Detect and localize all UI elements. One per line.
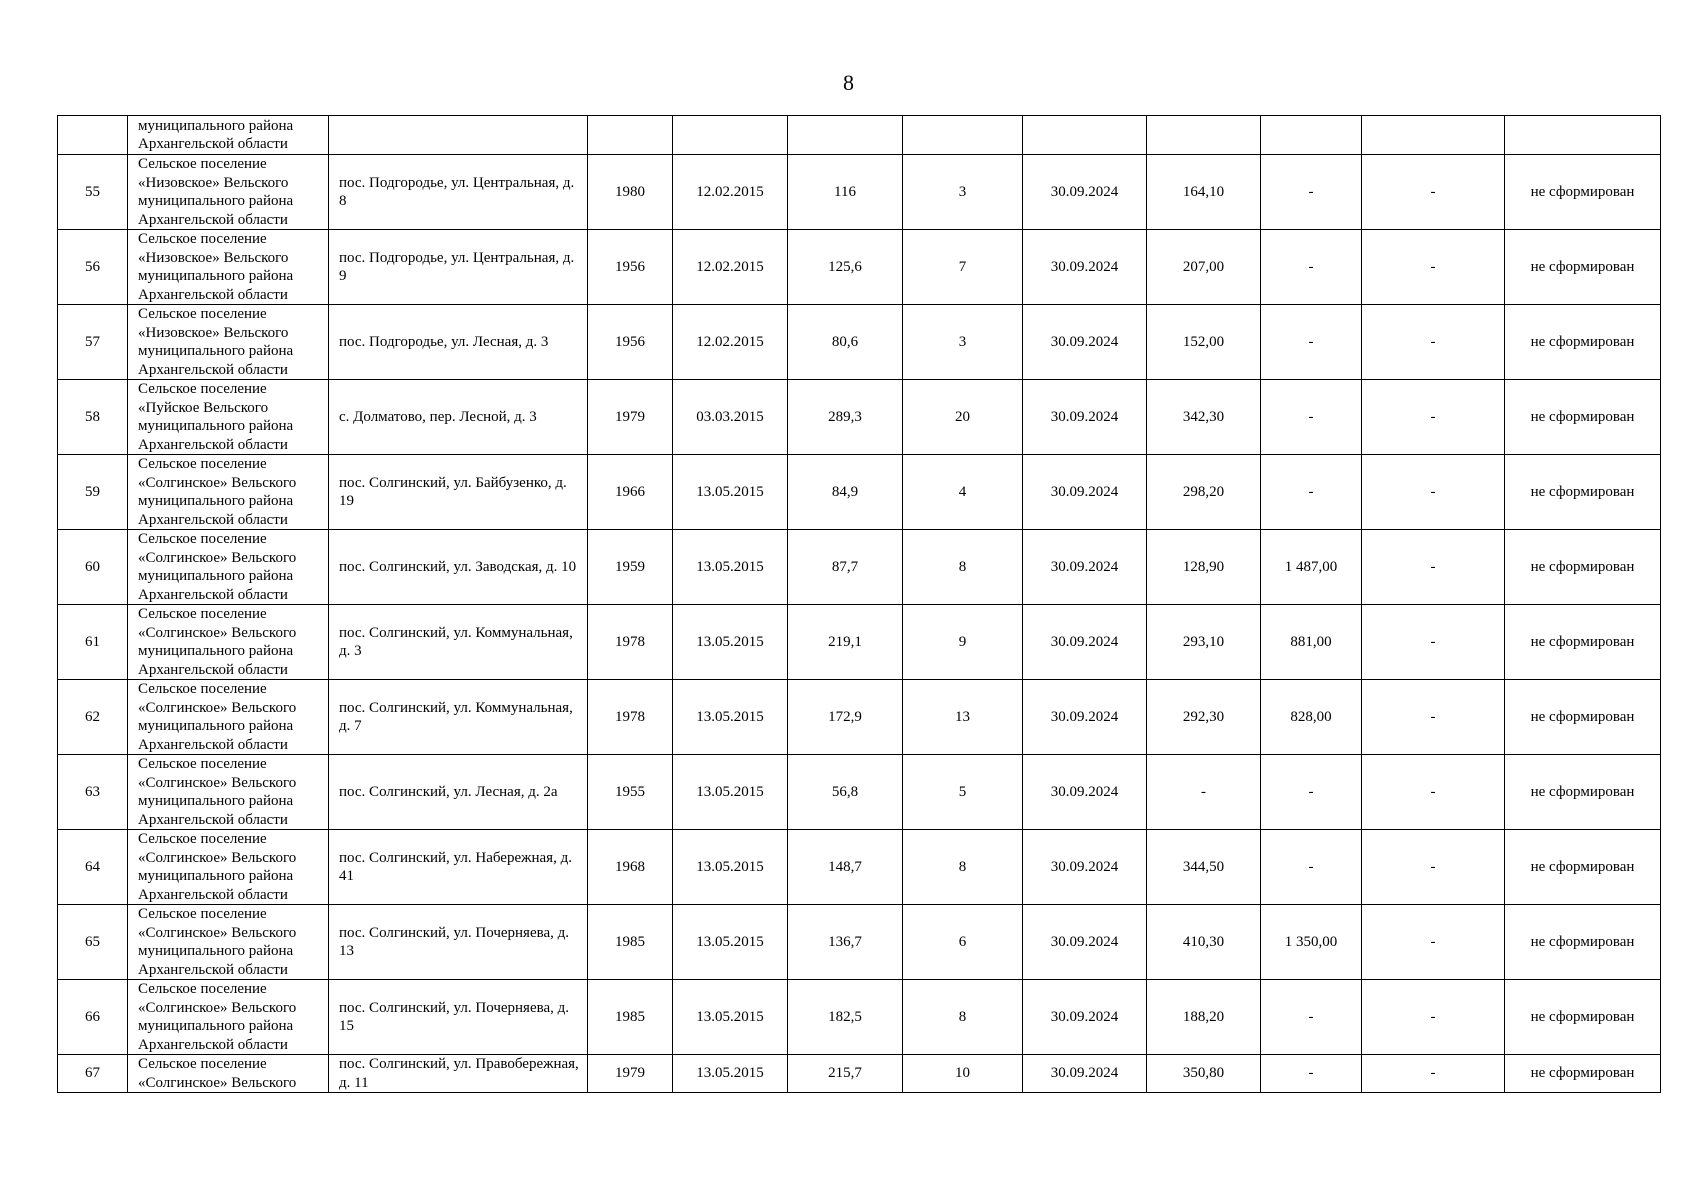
cell-number: 64 [58, 830, 128, 905]
cell-amount-1: 188,20 [1147, 980, 1261, 1055]
cell-residents: 8 [903, 530, 1023, 605]
cell-year: 1968 [588, 830, 673, 905]
cell-amount-1: 152,00 [1147, 305, 1261, 380]
page-number: 8 [843, 70, 854, 95]
cell-number: 61 [58, 605, 128, 680]
cell-deadline: 30.09.2024 [1023, 305, 1147, 380]
cell-amount-3: - [1362, 305, 1505, 380]
cell-residents: 10 [903, 1055, 1023, 1093]
cell-area: 148,7 [788, 830, 903, 905]
cell-settlement: Сельское поселение «Солгинское» Вельского муниципального района Архангельской области [128, 830, 329, 905]
cell-amount-2: 1 487,00 [1261, 530, 1362, 605]
cell-amount-3: - [1362, 530, 1505, 605]
cell-status: не сформирован [1505, 305, 1661, 380]
cell-number: 62 [58, 680, 128, 755]
cell-area: 84,9 [788, 455, 903, 530]
cell-amount-1: 298,20 [1147, 455, 1261, 530]
cell-amount-1: 350,80 [1147, 1055, 1261, 1093]
cell-number: 66 [58, 980, 128, 1055]
cell-residents: 13 [903, 680, 1023, 755]
cell-deadline: 30.09.2024 [1023, 980, 1147, 1055]
cell-amount-2: 828,00 [1261, 680, 1362, 755]
cell-year: 1978 [588, 605, 673, 680]
cell-amount-2: - [1261, 1055, 1362, 1093]
cell-number: 60 [58, 530, 128, 605]
cell-amount-3: - [1362, 455, 1505, 530]
cell-date: 12.02.2015 [673, 155, 788, 230]
cell-area: 80,6 [788, 305, 903, 380]
table-row [58, 605, 1661, 680]
cell-amount-3 [1362, 116, 1505, 155]
cell-settlement: Сельское поселение «Солгинское» Вельского муниципального района Архангельской области [128, 530, 329, 605]
table-row [58, 305, 1661, 380]
cell-amount-1: 128,90 [1147, 530, 1261, 605]
cell-settlement: Сельское поселение «Солгинское» Вельского муниципального района Архангельской области [128, 905, 329, 980]
cell-amount-1 [1147, 116, 1261, 155]
cell-amount-1: 164,10 [1147, 155, 1261, 230]
cell-residents: 8 [903, 830, 1023, 905]
cell-residents: 6 [903, 905, 1023, 980]
cell-year: 1985 [588, 980, 673, 1055]
cell-number [58, 116, 128, 155]
cell-deadline: 30.09.2024 [1023, 530, 1147, 605]
cell-settlement: Сельское поселение «Солгинское» Вельского муниципального района Архангельской области [128, 455, 329, 530]
cell-amount-1: 207,00 [1147, 230, 1261, 305]
cell-date: 13.05.2015 [673, 605, 788, 680]
cell-year: 1966 [588, 455, 673, 530]
cell-residents: 7 [903, 230, 1023, 305]
cell-deadline: 30.09.2024 [1023, 680, 1147, 755]
cell-deadline: 30.09.2024 [1023, 380, 1147, 455]
cell-status: не сформирован [1505, 1055, 1661, 1093]
cell-amount-2: - [1261, 980, 1362, 1055]
cell-settlement: Сельское поселение «Солгинское» Вельского [128, 1055, 329, 1093]
cell-amount-3: - [1362, 980, 1505, 1055]
cell-number: 63 [58, 755, 128, 830]
cell-amount-1: - [1147, 755, 1261, 830]
cell-amount-2: - [1261, 755, 1362, 830]
cell-number: 57 [58, 305, 128, 380]
cell-deadline: 30.09.2024 [1023, 155, 1147, 230]
cell-year: 1979 [588, 380, 673, 455]
cell-year: 1985 [588, 905, 673, 980]
cell-status [1505, 116, 1661, 155]
cell-residents: 4 [903, 455, 1023, 530]
cell-area: 116 [788, 155, 903, 230]
cell-amount-2: - [1261, 455, 1362, 530]
cell-deadline: 30.09.2024 [1023, 1055, 1147, 1093]
cell-date [673, 116, 788, 155]
cell-amount-1: 293,10 [1147, 605, 1261, 680]
cell-area: 56,8 [788, 755, 903, 830]
cell-amount-3: - [1362, 605, 1505, 680]
cell-year: 1979 [588, 1055, 673, 1093]
cell-year: 1955 [588, 755, 673, 830]
cell-residents: 20 [903, 380, 1023, 455]
cell-amount-2: 1 350,00 [1261, 905, 1362, 980]
cell-residents: 9 [903, 605, 1023, 680]
cell-address: пос. Солгинский, ул. Почерняева, д. 15 [329, 980, 588, 1055]
cell-settlement: Сельское поселение «Низовское» Вельского муниципального района Архангельской области [128, 230, 329, 305]
cell-area: 215,7 [788, 1055, 903, 1093]
cell-deadline: 30.09.2024 [1023, 755, 1147, 830]
table-row [58, 530, 1661, 605]
cell-date: 12.02.2015 [673, 305, 788, 380]
cell-address: пос. Подгородье, ул. Лесная, д. 3 [329, 305, 588, 380]
cell-area: 289,3 [788, 380, 903, 455]
table-row-continuation [58, 116, 1661, 155]
cell-date: 13.05.2015 [673, 905, 788, 980]
housing-registry-table [57, 115, 1661, 1093]
cell-amount-2: - [1261, 230, 1362, 305]
cell-status: не сформирован [1505, 755, 1661, 830]
table-row [58, 1055, 1661, 1093]
cell-area: 125,6 [788, 230, 903, 305]
cell-settlement: Сельское поселение «Низовское» Вельского муниципального района Архангельской области [128, 305, 329, 380]
cell-amount-2: - [1261, 380, 1362, 455]
table-row [58, 455, 1661, 530]
cell-status: не сформирован [1505, 680, 1661, 755]
cell-area: 172,9 [788, 680, 903, 755]
cell-status: не сформирован [1505, 155, 1661, 230]
cell-date: 13.05.2015 [673, 755, 788, 830]
cell-area: 87,7 [788, 530, 903, 605]
table-row [58, 680, 1661, 755]
cell-date: 12.02.2015 [673, 230, 788, 305]
cell-status: не сформирован [1505, 530, 1661, 605]
table-row [58, 980, 1661, 1055]
cell-area: 136,7 [788, 905, 903, 980]
cell-residents: 3 [903, 305, 1023, 380]
cell-address: пос. Солгинский, ул. Лесная, д. 2а [329, 755, 588, 830]
cell-address: пос. Солгинский, ул. Набережная, д. 41 [329, 830, 588, 905]
cell-settlement: Сельское поселение «Солгинское» Вельского муниципального района Архангельской области [128, 605, 329, 680]
cell-status: не сформирован [1505, 455, 1661, 530]
cell-status: не сформирован [1505, 980, 1661, 1055]
cell-date: 13.05.2015 [673, 830, 788, 905]
cell-number: 58 [58, 380, 128, 455]
cell-amount-1: 292,30 [1147, 680, 1261, 755]
cell-date: 13.05.2015 [673, 980, 788, 1055]
cell-status: не сформирован [1505, 230, 1661, 305]
cell-settlement: муниципального района Архангельской области [128, 116, 329, 155]
table-row [58, 230, 1661, 305]
cell-status: не сформирован [1505, 905, 1661, 980]
cell-deadline: 30.09.2024 [1023, 230, 1147, 305]
cell-deadline: 30.09.2024 [1023, 905, 1147, 980]
cell-amount-2 [1261, 116, 1362, 155]
cell-address [329, 116, 588, 155]
cell-settlement: Сельское поселение «Низовское» Вельского муниципального района Архангельской области [128, 155, 329, 230]
cell-status: не сформирован [1505, 830, 1661, 905]
cell-year: 1956 [588, 305, 673, 380]
cell-amount-3: - [1362, 155, 1505, 230]
table-row [58, 830, 1661, 905]
cell-address: пос. Солгинский, ул. Почерняева, д. 13 [329, 905, 588, 980]
cell-amount-3: - [1362, 380, 1505, 455]
table-row [58, 755, 1661, 830]
cell-address: пос. Солгинский, ул. Заводская, д. 10 [329, 530, 588, 605]
cell-date: 13.05.2015 [673, 530, 788, 605]
cell-residents: 8 [903, 980, 1023, 1055]
cell-residents: 5 [903, 755, 1023, 830]
cell-address: пос. Солгинский, ул. Правобережная, д. 11 [329, 1055, 588, 1093]
cell-amount-1: 342,30 [1147, 380, 1261, 455]
cell-amount-1: 410,30 [1147, 905, 1261, 980]
cell-residents [903, 116, 1023, 155]
table-row [58, 155, 1661, 230]
cell-address: пос. Подгородье, ул. Центральная, д. 9 [329, 230, 588, 305]
cell-amount-1: 344,50 [1147, 830, 1261, 905]
cell-deadline: 30.09.2024 [1023, 455, 1147, 530]
cell-number: 59 [58, 455, 128, 530]
cell-number: 67 [58, 1055, 128, 1093]
cell-date: 03.03.2015 [673, 380, 788, 455]
cell-amount-2: - [1261, 155, 1362, 230]
cell-amount-3: - [1362, 230, 1505, 305]
cell-year: 1978 [588, 680, 673, 755]
cell-address: пос. Подгородье, ул. Центральная, д. 8 [329, 155, 588, 230]
table-row [58, 905, 1661, 980]
cell-year: 1956 [588, 230, 673, 305]
cell-number: 65 [58, 905, 128, 980]
cell-residents: 3 [903, 155, 1023, 230]
cell-deadline [1023, 116, 1147, 155]
cell-settlement: Сельское поселение «Солгинское» Вельского муниципального района Архангельской области [128, 980, 329, 1055]
cell-amount-2: - [1261, 305, 1362, 380]
cell-amount-3: - [1362, 1055, 1505, 1093]
table-row [58, 380, 1661, 455]
cell-status: не сформирован [1505, 380, 1661, 455]
table-body [58, 116, 1661, 1093]
cell-amount-3: - [1362, 680, 1505, 755]
cell-area: 219,1 [788, 605, 903, 680]
cell-address: с. Долматово, пер. Лесной, д. 3 [329, 380, 588, 455]
cell-address: пос. Солгинский, ул. Коммунальная, д. 3 [329, 605, 588, 680]
cell-amount-3: - [1362, 755, 1505, 830]
cell-address: пос. Солгинский, ул. Байбузенко, д. 19 [329, 455, 588, 530]
cell-deadline: 30.09.2024 [1023, 605, 1147, 680]
cell-deadline: 30.09.2024 [1023, 830, 1147, 905]
cell-number: 56 [58, 230, 128, 305]
cell-status: не сформирован [1505, 605, 1661, 680]
cell-area: 182,5 [788, 980, 903, 1055]
cell-area [788, 116, 903, 155]
cell-amount-2: 881,00 [1261, 605, 1362, 680]
cell-date: 13.05.2015 [673, 680, 788, 755]
cell-amount-3: - [1362, 905, 1505, 980]
cell-settlement: Сельское поселение «Солгинское» Вельского муниципального района Архангельской области [128, 680, 329, 755]
cell-settlement: Сельское поселение «Солгинское» Вельского муниципального района Архангельской области [128, 755, 329, 830]
cell-address: пос. Солгинский, ул. Коммунальная, д. 7 [329, 680, 588, 755]
cell-amount-2: - [1261, 830, 1362, 905]
cell-date: 13.05.2015 [673, 1055, 788, 1093]
cell-year [588, 116, 673, 155]
cell-date: 13.05.2015 [673, 455, 788, 530]
cell-year: 1959 [588, 530, 673, 605]
cell-settlement: Сельское поселение «Пуйское Вельского муниципального района Архангельской области [128, 380, 329, 455]
cell-number: 55 [58, 155, 128, 230]
cell-year: 1980 [588, 155, 673, 230]
cell-amount-3: - [1362, 830, 1505, 905]
